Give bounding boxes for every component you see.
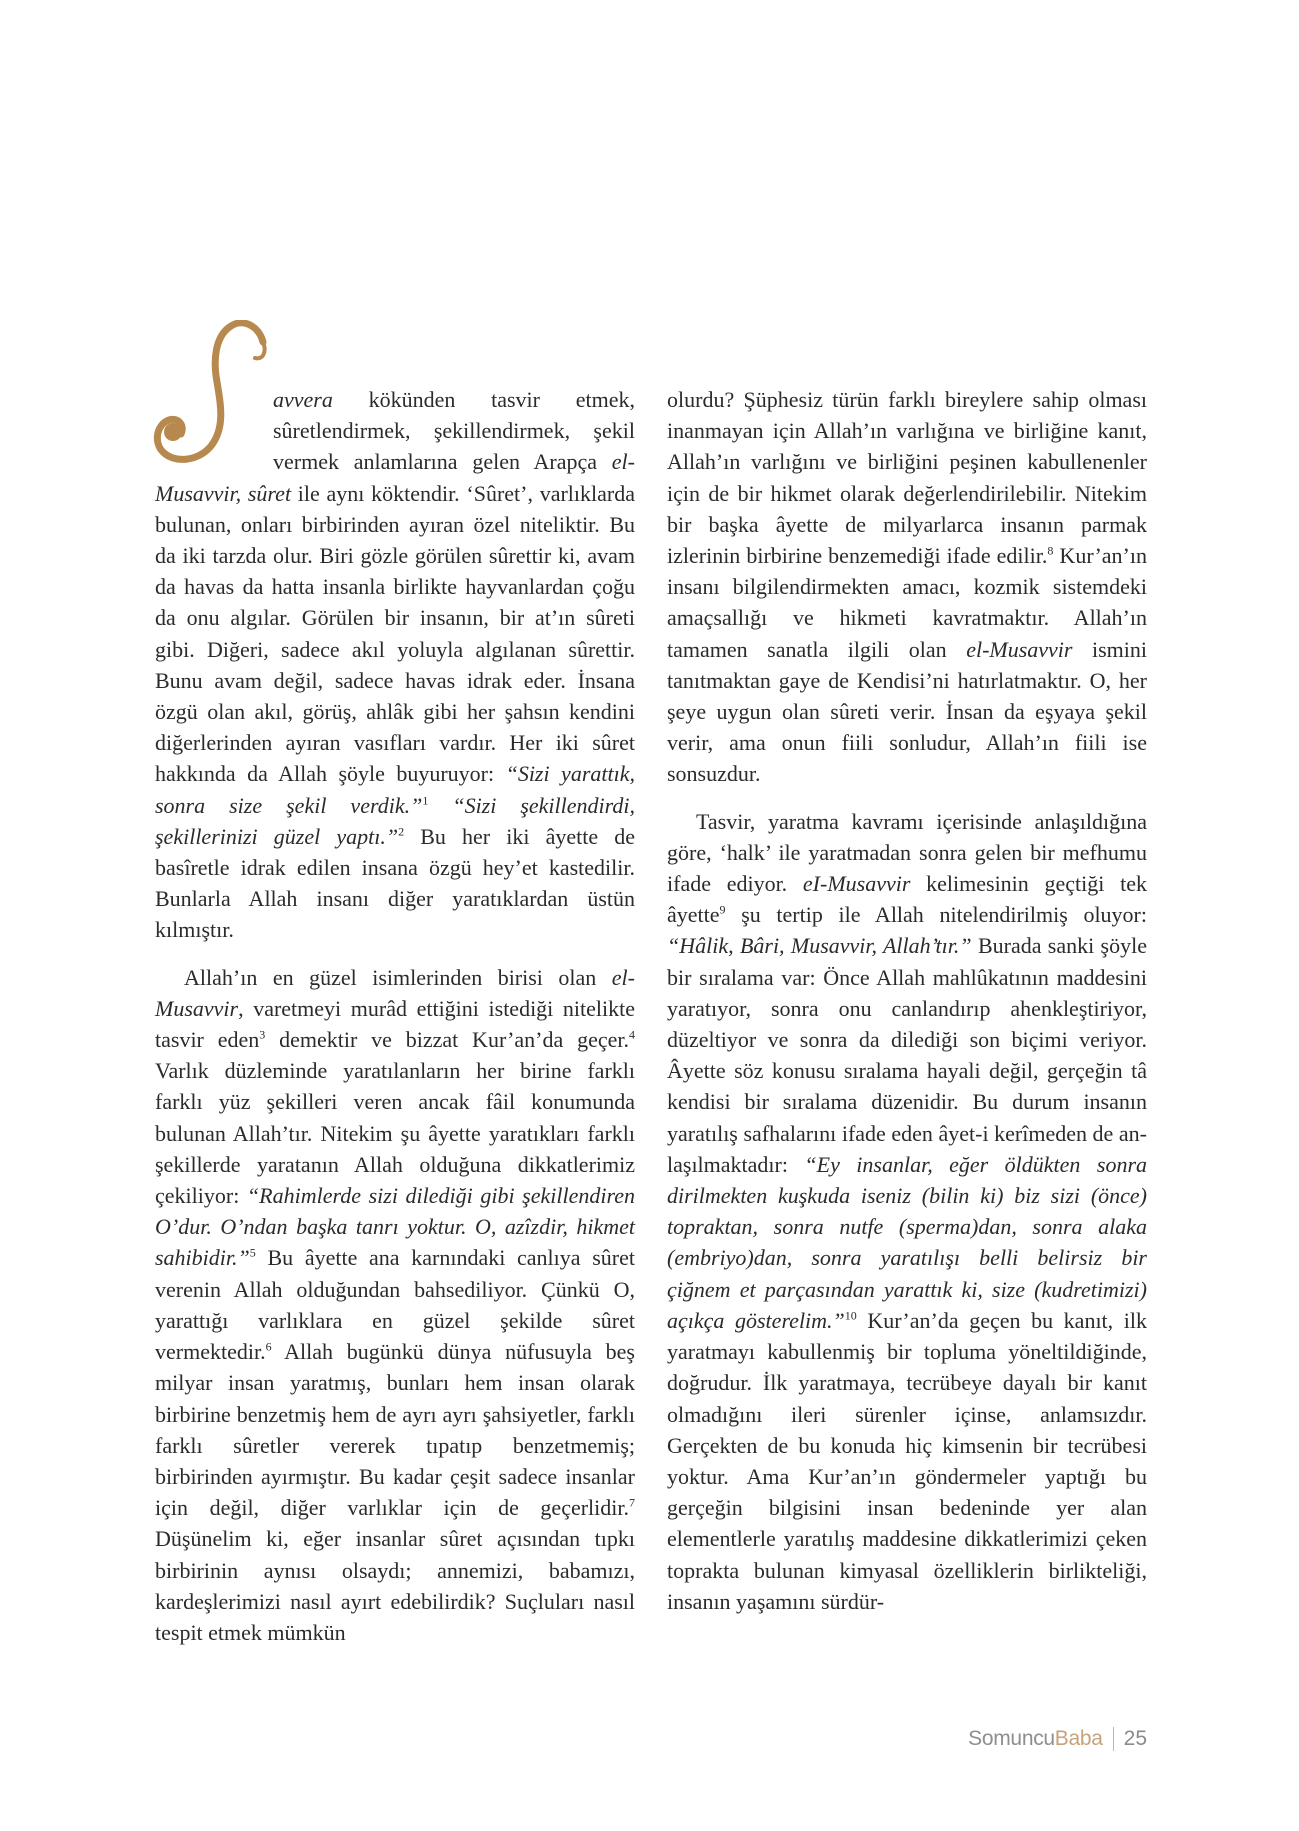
body-text: olurdu? Şüphesiz türün farklı bireylere sahip olması inanmayan için Allah’ın varlığına ve birliğine kanıt, Allah’ın varlığını ve birliğini peşinen kabullenenler için de bir hikmet olarak değerlendirilebilir. Nitekim bir başka âyette de milyarlarca insanın parmak izlerinin birbirine benzemediği ifade edilir. [667, 387, 1147, 569]
paragraph [667, 806, 1147, 1617]
paragraph [155, 962, 635, 1648]
footnote-ref: 7 [629, 1495, 635, 1510]
body-text: şu tertip ile Allah nitelendirilmiş oluyor: [725, 902, 1147, 928]
body-text: Bu âyette ana karnındaki canlıya sûret verenin Allah olduğundan bahsediliyor. Çünkü O, yarattığı varlıklara en güzel şekilde sûret vermektedir. [155, 1245, 635, 1365]
emphasis: eI-Musavvir [802, 871, 911, 897]
page-number: 25 [1123, 1727, 1147, 1750]
body-text: , varetmeyi murâd ettiğini istediği nitelikte tasvir eden [155, 995, 635, 1053]
emphasis: avvera [273, 387, 333, 412]
body-text: demektir ve bizzat Kur’an’da geçer. [265, 1027, 630, 1053]
body-text: Tasvir, yaratma kavramı içerisinde anlaşıldığına göre, ‘halk’ ile yaratmadan sonra gelen bir mefhumu ifade ediyor. [667, 808, 1147, 897]
body-text: ile aynı köktendir. ‘Sûret’, varlıklarda bulunan, onları birbirinden ayıran özel niteliktir. Bu da iki tarzda olur. Biri gözle görülen sûrettir ki, avam da havas da hatta insanla birlikte hayvanlardan çoğu da onu algılar. Görülen bir insanın, bir at’ın sûreti gibi. Diğeri, sadece akıl yoluyla algılanan sûrettir. Bunu avam değil, sadece havas idrak eder. İnsana özgü olan akıl, görüş, ahlâk gibi her şahsın kendini diğerlerinden ayıran vasıfları vardır. Her iki sûret hakkında da Allah şöyle buyuruyor: [155, 480, 635, 787]
quote: “Ey insanlar, eğer öldükten sonra dirilmekten kuşkuda iseniz (bilin ki) biz sizi (önce) topraktan, sonra nutfe (sperma)dan, sonra alaka (embriyo)dan, sonra yaratılışı belli belirsiz bir çiğnem et parçasından yarattık ki, size (kudretimizi) açıkça gösterelim.” [667, 1151, 1147, 1333]
body-text: kelimesinin geçtiği tek âyette [667, 871, 1147, 928]
body-text: Allah bugünkü dünya nüfusuyla beş milyar insan yaratmış, bunları hem insan olarak birbirine benzetmiş hem de ayrı ayrı şahsiyetler, farklı farklı sûretler vererek tıpatıp benzetmemiş; birbirinden ayırmıştır. Bu kadar çeşit sadece insanlar için değil, diğer varlıklar için de geçerlidir. [155, 1339, 635, 1521]
quote: “Sizi yarattık, sonra size şekil verdik.” [155, 761, 635, 818]
quote: “Sizi şekillendirdi, şekillerinizi güzel yaptı.” [155, 792, 636, 849]
body-text: Allah’ın en güzel isimlerinden birisi olan [184, 964, 612, 990]
footnote-ref: 3 [259, 1027, 266, 1042]
right-column [667, 384, 1147, 1617]
emphasis: el-Musavvir, sûret [155, 449, 635, 506]
magazine-logo [968, 1727, 1102, 1751]
drop-cap [151, 320, 269, 462]
body-text: kökünden tasvir etmek, sûretlendirmek, şekillendirmek, şekil vermek anlamlarına gelen Arapça [273, 387, 635, 475]
logo-part-1: Somuncu [968, 1727, 1055, 1750]
footnote-ref: 6 [265, 1339, 272, 1354]
body-text: Kur’an’ın insanı bilgilendirmekten amacı, kozmik sistemdeki amaçsallığı ve hikmeti kavratmaktır. Allah’ın tamamen sanatla ilgili olan [667, 543, 1147, 662]
footnote-ref: 5 [249, 1246, 256, 1261]
footnote-ref: 4 [629, 1027, 636, 1042]
body-text: Varlık düzleminde yaratılanların her birine farklı farklı yüz şekilleri veren ancak fâil konumunda bulunan Allah’tır. Nitekim şu âyette yaratıkları farklı şekillerde yaratanın Allah olduğuna dikkatlerimiz çekiliyor: [155, 1058, 635, 1209]
emphasis: el-Musavvir [966, 636, 1073, 662]
footnote-ref: 2 [398, 824, 405, 839]
left-column [155, 384, 635, 1648]
footnote-ref: 10 [844, 1308, 857, 1323]
body-text: Kur’an’da geçen bu kanıt, ilk yaratmayı kabullenmiş bir topluma yöneltildiğinde, doğrudur. İlk yaratmaya, tecrübeye dayalı bir kanıt olmadığını ileri sürenler içinse, anlamsızdır. Gerçekten de bu konuda hiç kimsenin bir tecrübesi yoktur. Ama Kur’an’ın göndermeler yaptığı bu gerçeğin bilgisini insan bedeninde yer alan elementlerle yaratılış maddesine dikkatlerimizi çeken toprakta bulunan kimyasal özelliklerin birlikteliği, insanın yaşamını sürdür- [667, 1307, 1147, 1614]
body-text: Düşünelim ki, eğer insanlar sûret açısından tıpkı birbirinin aynısı olsaydı; annemizi, babamızı, kardeşlerimizi nasıl ayırt edebilirdik? Suçluları nasıl tespit etmek mümkün [155, 1526, 635, 1645]
footnote-ref: 9 [719, 902, 726, 917]
body-text: Bu her iki âyette de basîretle idrak edilen insana özgü hey’et kastedilir. Bunlarla Allah insanı diğer yaratıklardan üstün kılmıştır. [155, 823, 635, 943]
paragraph [667, 384, 1147, 790]
body-text: Burada sanki şöyle bir sıralama var: Önce Allah mahlûkatının maddesini yaratıyor, sonra onu canlandırıp ahenkleştiriyor, düzeltiyor ve sonra da dilediği son biçimi veriyor. Âyette söz konusu sıralama hayali değil, gerçeğin tâ kendisi bir sıralama düzenidir. Bu durum insanın yaratılış safhalarını ifade eden âyet-i kerîmeden de anlaşılmaktadır: [667, 933, 1147, 1177]
footnote-ref: 1 [422, 793, 429, 808]
page-footer [968, 1727, 1147, 1751]
emphasis: el-Musavvir [155, 964, 635, 1021]
logo-part-2: Baba [1054, 1727, 1103, 1750]
drop-cap-s-glyph [151, 320, 281, 470]
quote: “Hâlik, Bâri, Musavvir, Allah’tır.” [667, 933, 972, 959]
paragraph [155, 384, 635, 946]
quote: “Rahimlerde sizi dilediği gibi şekillendiren O’dur. O’ndan başka tanrı yoktur. O, azîzdir, hikmet sahibidir.” [155, 1183, 635, 1271]
body-text [428, 793, 452, 818]
body-text: ismini tanıtmaktan gaye de Kendisi’ni hatırlatmaktır. O, her şeye uygun olan sûreti verir. İnsan da eşyaya şekil verir, ama onun fiili sonludur, Allah’ın fiili ise sonsuzdur. [667, 636, 1148, 787]
footnote-ref: 8 [1047, 543, 1054, 558]
footer-divider [1113, 1727, 1114, 1751]
